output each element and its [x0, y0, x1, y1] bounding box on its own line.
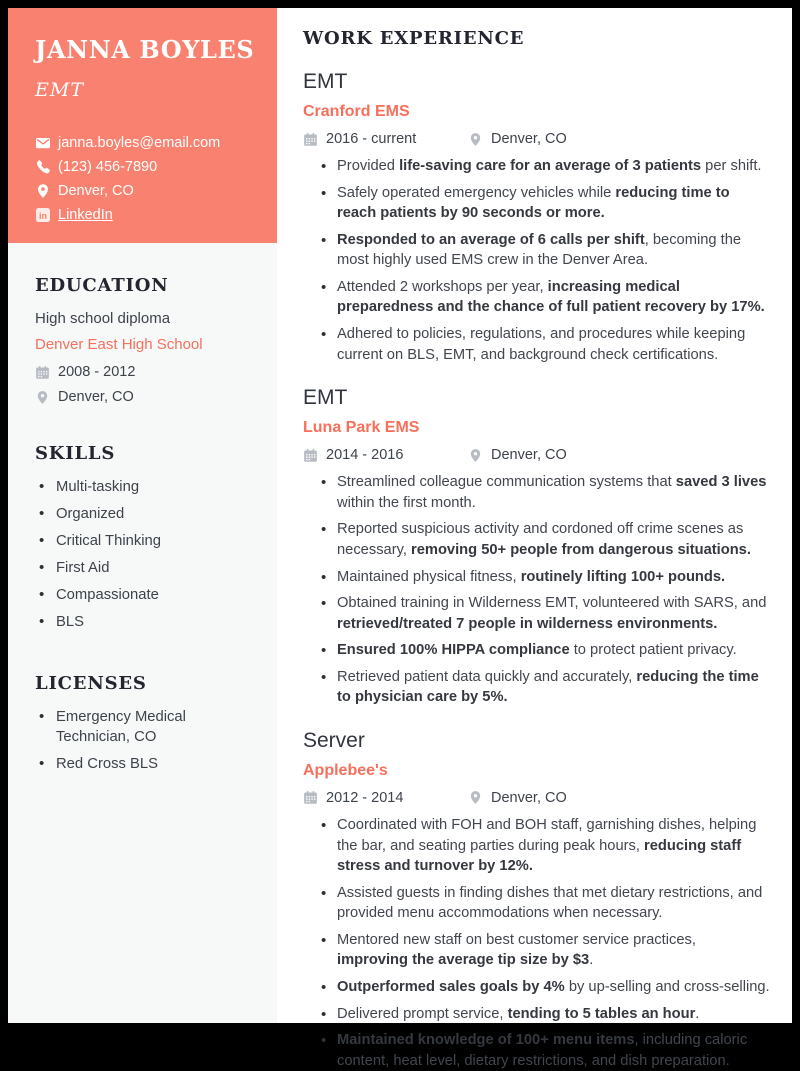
company-name: Applebee's — [303, 761, 388, 779]
job-entry — [303, 70, 770, 365]
skill-item: • Multi-tasking — [39, 478, 253, 498]
skill-item: • Critical Thinking — [39, 532, 253, 552]
bullet-item: • Coordinated with FOH and BOH staff, garnishing dishes, helping the bar, and seating parties during peak hours, reducing staff stress and turnover by 12%. — [321, 815, 770, 877]
bullet-item: • Obtained training in Wilderness EMT, volunteered with SARS, and retrieved/treated 7 people in wilderness environments. — [321, 593, 770, 634]
skills-list — [35, 478, 253, 633]
bullet-item: • Outperformed sales goals by 4% by up-selling and cross-selling. — [321, 977, 770, 998]
licenses-heading: LICENSES — [35, 672, 147, 694]
contact-item — [35, 183, 257, 199]
bullet-item: • Responded to an average of 6 calls per shift, becoming the most highly used EMS crew in the Denver Area. — [321, 230, 770, 271]
job-location: Denver, CO — [468, 790, 567, 806]
bullet-item: • Delivered prompt service, tending to 5 tables an hour. — [321, 1004, 770, 1025]
degree: High school diploma — [35, 310, 171, 327]
job-location: Denver, CO — [468, 447, 567, 463]
resume-page — [8, 8, 792, 1069]
jobs — [303, 70, 770, 1071]
licenses-section — [8, 673, 277, 775]
bullet-list — [303, 156, 770, 365]
company-name: Cranford EMS — [303, 103, 410, 120]
bullet-list — [303, 472, 770, 708]
bullet-item: • Ensured 100% HIPPA compliance to protect patient privacy. — [321, 640, 770, 661]
calendar-icon — [35, 365, 50, 380]
contact-label: Denver, CO — [58, 183, 134, 199]
mail-icon — [35, 135, 51, 151]
job-dates: 2012 - 2014 — [303, 790, 468, 806]
pin-icon — [468, 790, 483, 805]
contact-item[interactable] — [35, 207, 257, 223]
education-section — [8, 275, 277, 405]
job-entry — [303, 729, 770, 1071]
bullet-item: • Retrieved patient data quickly and accurately, reducing the time to physician care by 5%. — [321, 667, 770, 708]
bullet-item: • Assisted guests in finding dishes that met dietary restrictions, and provided menu accommodations when necessary. — [321, 883, 770, 924]
pin-icon — [35, 390, 50, 405]
phone-icon — [35, 159, 51, 175]
calendar-icon — [303, 132, 318, 147]
candidate-name: JANNA BOYLES — [35, 35, 255, 64]
skills-section — [8, 443, 277, 633]
bullet-item: • Safely operated emergency vehicles while reducing time to reach patients by 90 seconds or more. — [321, 183, 770, 224]
license-item: • Emergency Medical Technician, CO — [39, 708, 253, 748]
contact-item — [35, 135, 257, 151]
skill-item: • Compassionate — [39, 586, 253, 606]
pin-icon — [468, 132, 483, 147]
education-meta-row — [35, 389, 253, 405]
calendar-icon — [303, 790, 318, 805]
bullet-item: • Provided life-saving care for an average of 3 patients per shift. — [321, 156, 770, 177]
candidate-job-title: EMT — [35, 79, 84, 101]
education-meta-label: 2008 - 2012 — [58, 364, 136, 380]
contact-list — [35, 135, 257, 223]
job-dates: 2014 - 2016 — [303, 447, 468, 463]
education-heading: EDUCATION — [35, 275, 169, 296]
license-item: • Red Cross BLS — [39, 755, 253, 775]
skill-item: • Organized — [39, 505, 253, 525]
job-location: Denver, CO — [468, 131, 567, 147]
bullet-item: • Adhered to policies, regulations, and procedures while keeping current on BLS, EMT, and background check certifications. — [321, 324, 770, 365]
skill-item: • First Aid — [39, 559, 253, 579]
school-name: Denver East High School — [35, 336, 203, 353]
skill-item: • BLS — [39, 613, 253, 633]
skills-heading: SKILLS — [35, 443, 116, 464]
pin-icon — [35, 183, 51, 199]
job-meta — [303, 131, 770, 147]
job-title: Server — [303, 728, 365, 752]
linkedin-icon — [35, 207, 51, 223]
linkedin-link[interactable]: LinkedIn — [58, 207, 113, 223]
contact-label: (123) 456-7890 — [58, 159, 158, 175]
sidebar — [8, 8, 277, 1023]
bullet-item: • Mentored new staff on best customer service practices, improving the average tip size by $3. — [321, 930, 770, 971]
bullet-item: • Maintained physical fitness, routinely lifting 100+ pounds. — [321, 567, 770, 588]
work-experience-section — [277, 8, 792, 1069]
job-title: EMT — [303, 70, 348, 93]
header-block — [8, 8, 277, 243]
bullet-item: • Attended 2 workshops per year, increasing medical preparedness and the chance of full patient recovery by 17%. — [321, 277, 770, 318]
contact-item — [35, 159, 257, 175]
bullet-item: • Reported suspicious activity and cordoned off crime scenes as necessary, removing 50+ people from dangerous situations. — [321, 519, 770, 560]
bullet-item: • Maintained knowledge of 100+ menu items, including caloric content, heat level, dietary restrictions, and dish preparation. — [321, 1030, 770, 1071]
job-title: EMT — [303, 386, 348, 410]
contact-label: janna.boyles@email.com — [58, 135, 221, 151]
job-meta — [303, 447, 770, 463]
education-meta-label: Denver, CO — [58, 389, 134, 405]
job-meta — [303, 790, 770, 806]
education-meta-row — [35, 364, 253, 380]
education-meta — [35, 364, 253, 405]
bullet-list — [303, 815, 770, 1071]
calendar-icon — [303, 448, 318, 463]
licenses-list — [35, 708, 253, 775]
work-experience-heading: WORK EXPERIENCE — [303, 28, 525, 49]
company-name: Luna Park EMS — [303, 419, 420, 437]
svg-text:in: in — [39, 210, 47, 221]
bullet-item: • Streamlined colleague communication systems that saved 3 lives within the first month. — [321, 472, 770, 513]
pin-icon — [468, 448, 483, 463]
job-entry — [303, 386, 770, 708]
job-dates: 2016 - current — [303, 131, 468, 147]
